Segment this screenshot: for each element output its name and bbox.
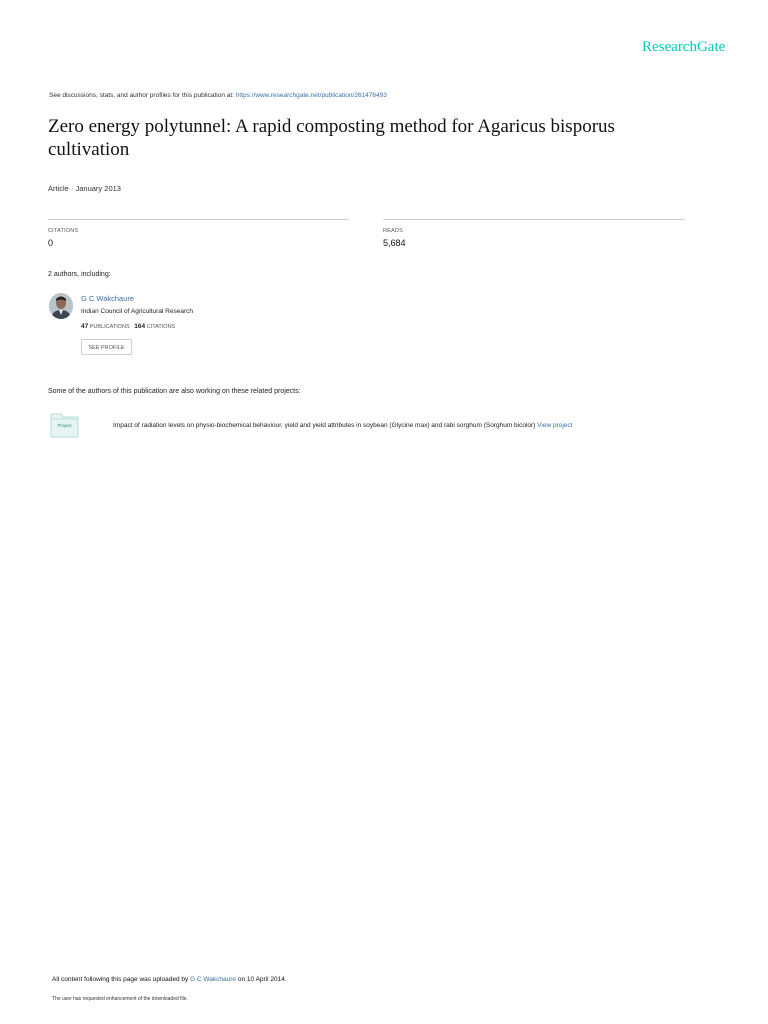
view-project-link[interactable]: View project — [537, 422, 573, 429]
citations-value: 0 — [48, 238, 54, 248]
publication-title: Zero energy polytunnel: A rapid composting method for Agaricus bisporus cultivation — [48, 116, 615, 160]
author-name-link[interactable]: G C Wakchaure — [81, 294, 135, 303]
author-institution: Indian Council of Agricultural Research — [81, 308, 194, 315]
project-icon-label: Project — [57, 423, 72, 428]
project-title: Impact of radiation levels on physio-biochemical behaviour, yield and yield attributes in soybean (Glycine max) and rabi sorghum (Sorghum bicolor) — [113, 422, 536, 429]
author-metrics — [81, 323, 175, 330]
see-profile-button[interactable]: SEE PROFILE — [81, 339, 132, 355]
publication-url-link[interactable]: https://www.researchgate.net/publication/261476493 — [235, 92, 387, 99]
project-description — [113, 422, 572, 429]
reads-label: READS — [383, 228, 403, 234]
upload-suffix: on 10 April 2014. — [237, 976, 287, 983]
author-publications-count: 47 — [81, 323, 89, 330]
upload-line — [52, 976, 287, 983]
upload-prefix: All content following this page was uploaded by — [52, 976, 189, 983]
reads-value: 5,684 — [383, 238, 406, 248]
reads-divider — [383, 219, 685, 220]
discussion-prefix: See discussions, stats, and author profiles for this publication at: — [49, 92, 234, 99]
author-avatar[interactable] — [49, 293, 73, 319]
author-citations-label: CITATIONS — [146, 324, 176, 330]
author-citations-count: 164 — [134, 323, 146, 330]
discussion-line — [49, 92, 387, 99]
brand-logo[interactable]: ResearchGate — [642, 39, 726, 55]
citations-divider — [48, 219, 349, 220]
related-projects-heading: Some of the authors of this publication are also working on these related projects: — [48, 388, 301, 395]
project-folder-icon[interactable] — [50, 411, 79, 438]
citations-label: CITATIONS — [48, 228, 79, 234]
author-publications-label: PUBLICATIONS — [89, 324, 130, 330]
enhancement-note: The user has requested enhancement of the downloaded file. — [52, 996, 188, 1002]
article-type-date: Article · January 2013 — [48, 184, 121, 193]
authors-heading: 2 authors, including: — [48, 271, 111, 278]
uploader-link[interactable]: G C Wakchaure — [190, 976, 237, 983]
